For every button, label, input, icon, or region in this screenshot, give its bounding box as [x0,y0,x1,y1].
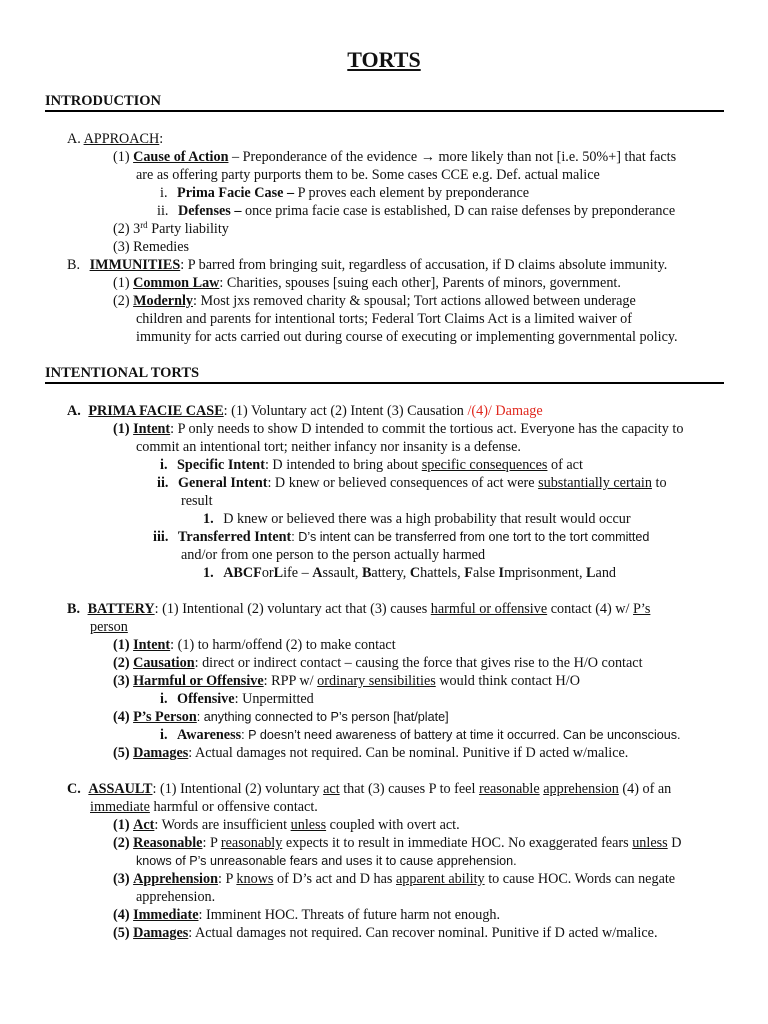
outline-item-assault-reasonable: (2) Reasonable: P reasonably expects it to result in immediate HOC. No exaggerated fears unless D [113,835,682,851]
outline-item-immunities: B. IMMUNITIES: P barred from bringing suit, regardless of accusation, if D claims absolute immunity. [67,257,668,273]
outline-item-modernly-cont2: immunity for acts carried out during course of executing or implementing governmental policy. [136,329,678,345]
outline-item-mnemonic: 1. ABCForLife – Assault, Battery, Chattels, False Imprisonment, Land [203,565,617,581]
section-heading-intentional-torts: INTENTIONAL TORTS [45,365,200,381]
outline-item-battery-person: (4) P’s Person: anything connected to P’s person [hat/plate] [113,709,449,725]
outline-item-assault-apprehension: (3) Apprehension: P knows of D’s act and D has apparent ability to cause HOC. Words can negate [113,871,676,887]
right-arrow-icon: → [420,149,435,165]
outline-item-transferred-intent-cont: and/or from one person to the person actually harmed [181,547,486,563]
outline-item-battery-cont: person [90,619,128,635]
outline-item-cause-of-action-cont: are as offering party purports them to be. Some cases CCE e.g. Def. actual malice [136,167,600,183]
section-heading-introduction: INTRODUCTION [45,93,162,109]
page-title: TORTS [347,47,421,72]
outline-item-assault-apprehension-cont: apprehension. [136,889,216,905]
outline-item-battery-causation: (2) Causation: direct or indirect contact – causing the force that gives rise to the H/O contact [113,655,643,671]
outline-item-general-intent-sub: 1. D knew or believed there was a high probability that result would occur [203,511,631,527]
outline-item-assault: C. ASSAULT: (1) Intentional (2) voluntary act that (3) causes P to feel reasonable apprehension (4) of an [67,781,672,797]
outline-item-approach: A. APPROACH: [67,131,164,147]
outline-item-common-law: (1) Common Law: Charities, spouses [suing each other], Parents of minors, government. [113,275,621,291]
outline-item-remedies: (3) Remedies [113,239,190,255]
outline-item-battery-harmful: (3) Harmful or Offensive: RPP w/ ordinary sensibilities would think contact H/O [113,673,580,689]
outline-item-transferred-intent: iii. Transferred Intent: D’s intent can be transferred from one tort to the tort committed [153,529,650,545]
section-divider [45,110,724,112]
outline-item-third-party: (2) 3rd Party liability [113,220,229,237]
outline-item-prima-facie-case: A. PRIMA FACIE CASE: (1) Voluntary act (2) Intent (3) Causation /(4)/ Damage [67,403,543,419]
outline-item-prima-facie: i. Prima Facie Case – P proves each element by preponderance [160,185,530,201]
outline-item-intent-cont: commit an intentional tort; neither infancy nor insanity is a defense. [136,439,521,455]
outline-item-assault-immediate: (4) Immediate: Imminent HOC. Threats of future harm not enough. [113,907,501,923]
outline-item-modernly-cont1: children and parents for intentional torts; Federal Tort Claims Act is a limited waiver of [136,311,632,327]
outline-item-battery-damages: (5) Damages: Actual damages not required. Can be nominal. Punitive if D acted w/malice. [113,745,629,761]
outline-item-battery-offensive: i. Offensive: Unpermitted [160,691,314,707]
outline-item-general-intent: ii. General Intent: D knew or believed consequences of act were substantially certain to [157,475,667,491]
outline-item-general-intent-cont: result [181,493,213,509]
outline-item-assault-act: (1) Act: Words are insufficient unless coupled with overt act. [113,817,460,833]
outline-item-assault-damages: (5) Damages: Actual damages not required. Can recover nominal. Punitive if D acted w/malice. [113,925,658,941]
outline-item-modernly: (2) Modernly: Most jxs removed charity & spousal; Tort actions allowed between underage [113,293,636,309]
outline-item-intent: (1) Intent: P only needs to show D intended to commit the tortious act. Everyone has the capacity to [113,421,684,437]
outline-item-assault-cont: immediate harmful or offensive contact. [90,799,318,815]
outline-item-specific-intent: i. Specific Intent: D intended to bring about specific consequences of act [160,457,583,473]
outline-item-battery-intent: (1) Intent: (1) to harm/offend (2) to make contact [113,637,396,653]
outline-item-cause-of-action: (1) Cause of Action – Preponderance of the evidence → more likely than not [i.e. 50%+] that facts [113,149,677,165]
section-divider [45,382,724,384]
outline-item-battery: B. BATTERY: (1) Intentional (2) voluntary act that (3) causes harmful or offensive contact (4) w/ P’s [67,601,651,617]
outline-item-battery-awareness: i. Awareness: P doesn’t need awareness of battery at time it occurred. Can be unconscious. [160,727,681,743]
outline-item-assault-reasonable-cont: knows of P’s unreasonable fears and uses it to cause apprehension. [136,854,517,868]
outline-item-defenses: ii. Defenses – once prima facie case is established, D can raise defenses by preponderance [157,203,676,219]
